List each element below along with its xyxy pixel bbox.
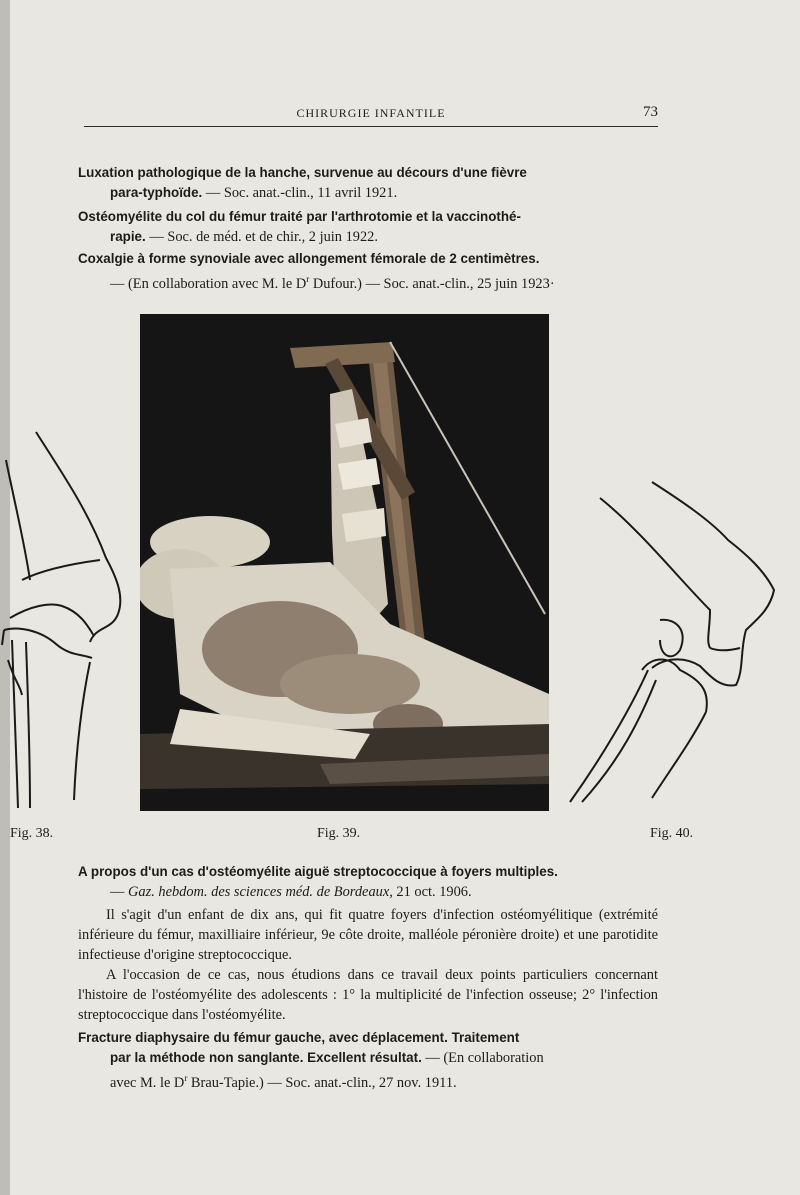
entry-journal: Gaz. hebdom. des sciences méd. de Bordeaux,	[128, 884, 393, 900]
abstract-text	[78, 905, 658, 1025]
abstract-paragraph: A l'occasion de ce cas, nous étudions dans ce travail deux points particuliers concernant l'histoire de l'ostéomyélite des adolescents : 1° la multiplicité de l'infection osseuse; 2° l'infection streptococcique dans l'ostéomyélite.	[78, 967, 658, 1023]
entry-title: Luxation pathologique de la hanche, survenue au décours d'une fièvre	[78, 165, 527, 180]
fig39-photograph	[140, 314, 549, 811]
entry-sup: r	[184, 1073, 188, 1083]
bibliography-entry	[78, 207, 668, 247]
entry-source-cont: Brau-Tapie.) — Soc. anat.-clin., 27 nov. 1911.	[187, 1074, 457, 1091]
entry-source: — (En collaboration avec M. le D	[110, 275, 307, 292]
entry-title: Coxalgie à forme synoviale avec allongement fémorale de 2 centimètres.	[78, 251, 540, 266]
entry-title-cont: par la méthode non sanglante. Excellent résultat.	[110, 1050, 422, 1065]
fig39-caption: Fig. 39.	[317, 826, 361, 841]
bibliography-entry	[78, 1028, 668, 1093]
fig38-knee-drawing	[0, 430, 140, 815]
bibliography-entry	[78, 249, 668, 294]
bibliography-entry	[78, 862, 668, 902]
fig40-caption: Fig. 40.	[650, 826, 694, 841]
entry-title: Ostéomyélite du col du fémur traité par l'arthrotomie et la vaccinothé-	[78, 209, 521, 224]
entry-title: A propos d'un cas d'ostéomyélite aiguë streptococcique à foyers multiples.	[78, 864, 558, 879]
running-header	[84, 104, 658, 127]
entry-source: — (En collaboration	[421, 1050, 544, 1066]
fig40-knee-drawing	[560, 480, 800, 810]
traction-photo	[140, 314, 549, 811]
entry-title-cont: para-typhoïde.	[110, 185, 203, 200]
page-number: 73	[643, 104, 658, 120]
entry-date: 21 oct. 1906.	[392, 884, 472, 900]
entry-source: — Soc. anat.-clin., 11 avril 1921.	[202, 185, 398, 201]
entry-source: — Soc. de méd. et de chir., 2 juin 1922.	[145, 229, 378, 245]
entry-sup: r	[306, 274, 310, 284]
abstract-paragraph: Il s'agit d'un enfant de dix ans, qui fit quatre foyers d'infection ostéomyélitique (extrémité inférieure du fémur, maxilliaire inférieur, 9e côte droite, malléole péronière droite) et une parotidite infectieuse d'origine streptococcique.	[78, 907, 658, 963]
entry-title-cont: rapie.	[110, 229, 146, 244]
running-title: CHIRURGIE INFANTILE	[296, 106, 446, 120]
entry-source: avec M. le D	[110, 1074, 185, 1091]
entry-title: Fracture diaphysaire du fémur gauche, avec déplacement. Traitement	[78, 1030, 520, 1045]
bibliography-entry	[78, 163, 668, 203]
fig38-caption: Fig. 38.	[10, 826, 54, 841]
entry-dash: —	[110, 884, 128, 900]
entry-source-cont: Dufour.) — Soc. anat.-clin., 25 juin 1923·	[309, 275, 555, 292]
